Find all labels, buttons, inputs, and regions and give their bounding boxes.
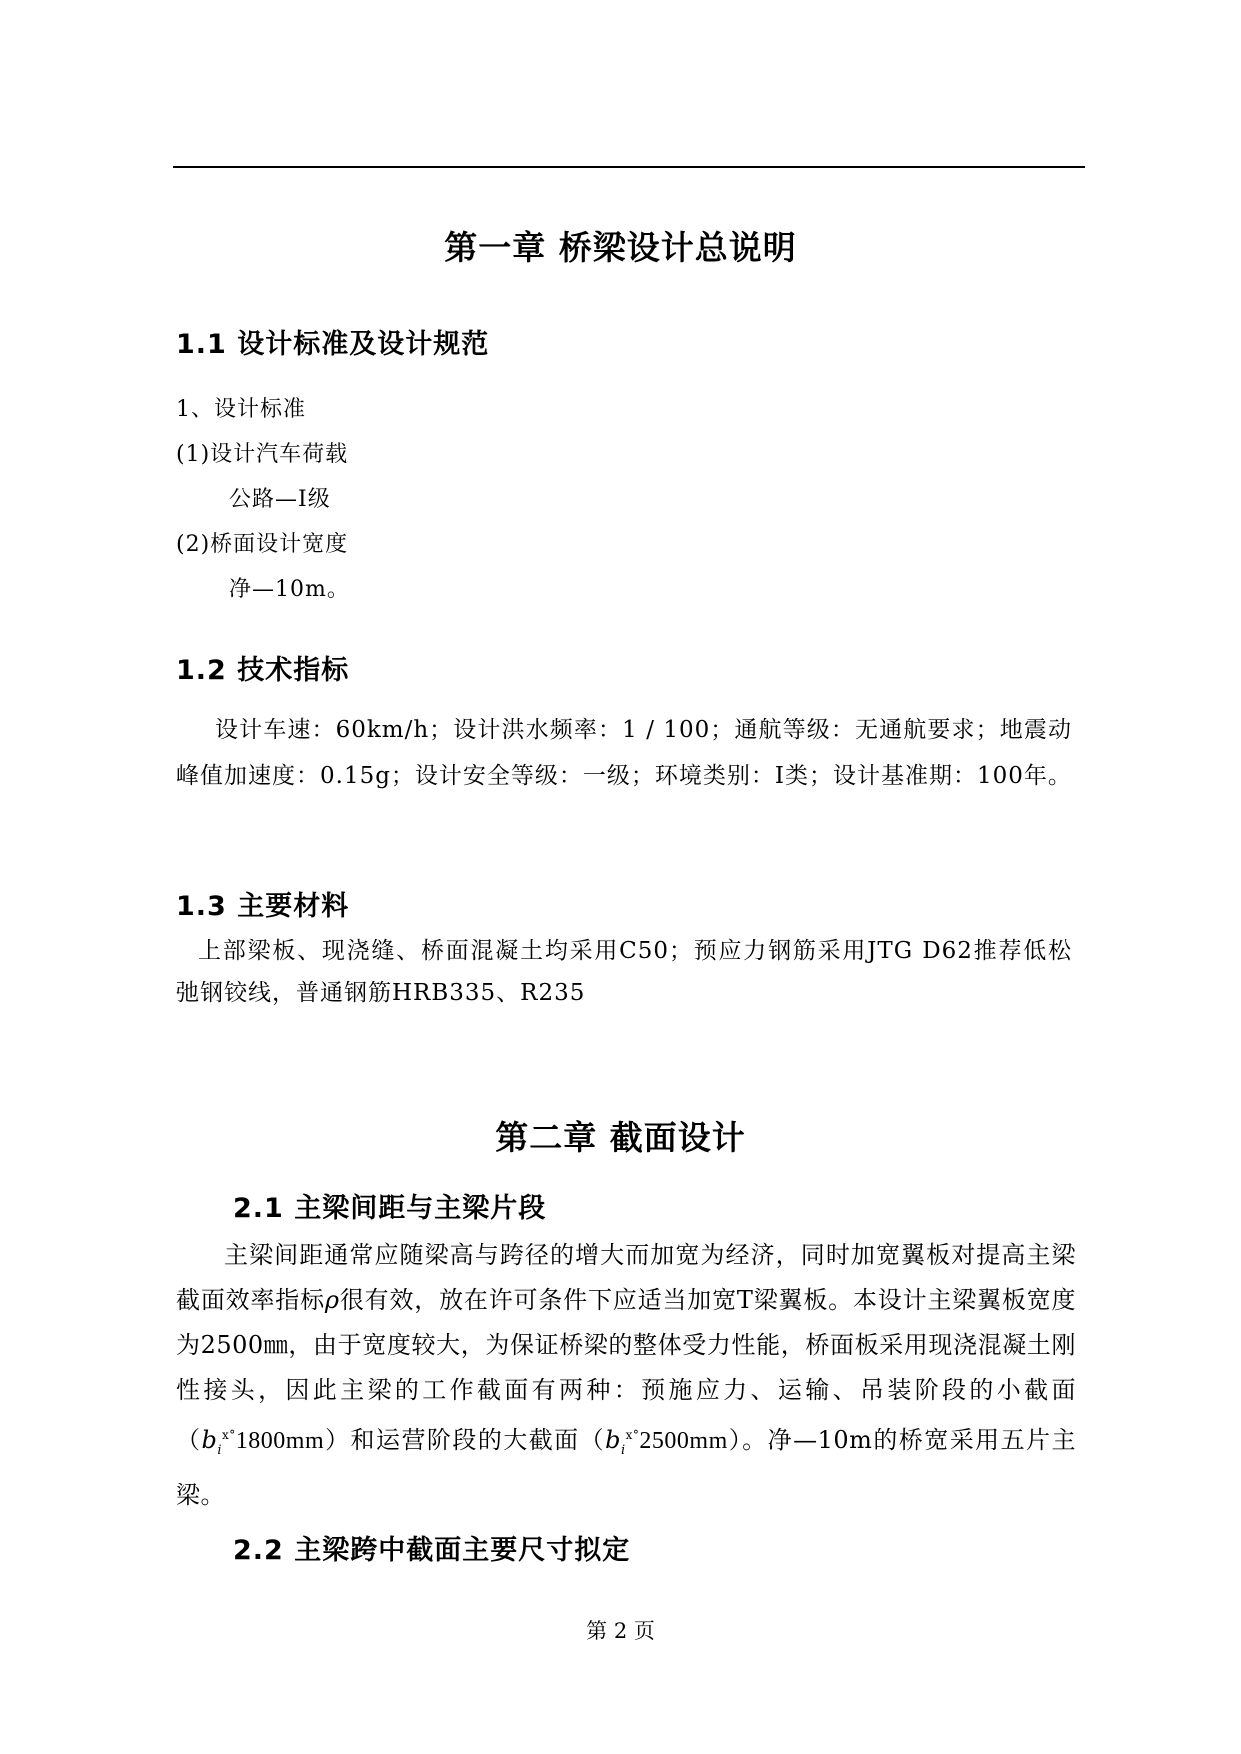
page-number: 第 2 页	[586, 1619, 655, 1643]
materials-paragraph: 上部梁板、现浇缝、桥面混凝土均采用C50；预应力钢筋采用JTG D62推荐低松弛钢铰线，普通钢筋HRB335、R235	[176, 938, 1072, 1006]
subscript-i: i	[620, 1442, 626, 1458]
chapter-1-title: 第一章 桥梁设计总说明	[444, 228, 797, 267]
section-2-2-title: 2.2 主梁跨中截面主要尺寸拟定	[233, 1535, 631, 1566]
list-item: 公路—Ⅰ级	[229, 487, 331, 512]
list-item: 1、设计标准	[176, 397, 306, 422]
girder-spacing-paragraph	[176, 1233, 1076, 1518]
paragraph-text: ）和运营阶段的大截面（	[324, 1426, 606, 1454]
b-symbol: b	[605, 1426, 621, 1454]
width-small-value: 1800mm	[235, 1428, 325, 1454]
section-1-3-title: 1.3 主要材料	[176, 891, 350, 922]
paragraph-text: ）。净—10m的桥宽采用五片主梁。	[176, 1426, 1077, 1509]
list-item: (1)设计汽车荷载	[176, 442, 349, 467]
width-large-value: 2500mm	[639, 1428, 728, 1454]
rho-symbol: ρ	[324, 1286, 340, 1314]
section-2-1-title: 2.1 主梁间距与主梁片段	[233, 1193, 547, 1224]
chapter-2-title: 第二章 截面设计	[495, 1118, 746, 1157]
superscript-mark: x°	[222, 1428, 236, 1442]
header-rule	[173, 166, 1085, 168]
subscript-i: i	[217, 1442, 223, 1458]
section-1-1-title: 1.1 设计标准及设计规范	[176, 329, 490, 360]
list-item: (2)桥面设计宽度	[176, 532, 349, 557]
b-symbol: b	[201, 1426, 218, 1454]
superscript-mark: x°	[625, 1428, 640, 1442]
section-1-2-title: 1.2 技术指标	[176, 655, 350, 686]
paragraph-text: 主梁间距通常应随梁高与跨径的增大而加宽为经济，同时加宽翼板对提高主梁截面效率指标	[176, 1241, 1076, 1314]
tech-spec-paragraph: 设计车速：60km/h；设计洪水频率：1 / 100；通航等级：无通航要求；地震动峰值加速度：0.15g；设计安全等级：一级；环境类别：Ⅰ类；设计基准期：100年。	[176, 717, 1072, 789]
list-item: 净—10m。	[229, 577, 350, 602]
paragraph-text: 很有效，放在许可条件下应适当加宽T梁翼板。本设计主梁翼板宽度为2500㎜，由于宽度较大，为保证桥梁的整体受力性能，桥面板采用现浇混凝土刚性接头，因此主梁的工作截面有两种：预施应力、运输、吊装阶段的小截面（	[176, 1286, 1077, 1454]
